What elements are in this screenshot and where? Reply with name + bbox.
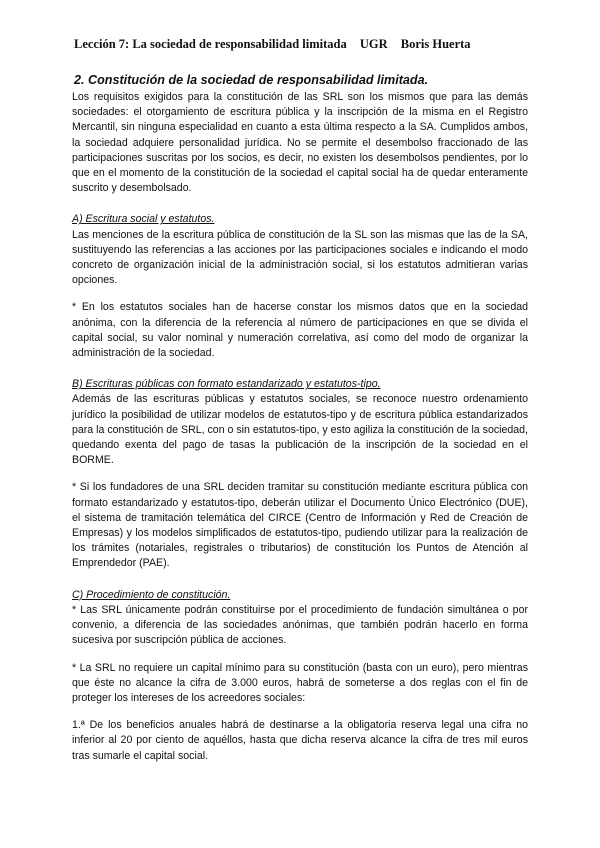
- subsection-b-title: B) Escrituras públicas con formato estandarizado y estatutos-tipo.: [72, 378, 381, 391]
- lesson-title: Lección 7: La sociedad de responsabilidad limitada: [74, 37, 347, 51]
- subsection-a-paragraph-1: Las menciones de la escritura pública de constitución de la SL son las mismas que las de la SA, sustituyendo las referencias a las acciones por las participaciones sociales e indicando el modo concreto de organización inicial de la administración social, si los estatutos admitieran varias opciones.: [72, 228, 528, 287]
- subsection-a-paragraph-2: * En los estatutos sociales han de hacerse constar los mismos datos que en la sociedad anónima, con la diferencia de la referencia al número de participaciones en que se divida el capital social, su valor nominal y numeración correlativa, así como del modo de organizar la administración de la sociedad.: [72, 301, 528, 360]
- subsection-a: [72, 212, 528, 361]
- subsection-c-paragraph-2: * La SRL no requiere un capital mínimo para su constitución (basta con un euro), pero mientras que éste no alcance la cifra de 3.000 euros, habrá de someterse a dos reglas con el fin de proteger los intereses de los acreedores sociales:: [72, 661, 528, 704]
- page-header: [74, 37, 544, 52]
- subsection-b: [72, 377, 528, 571]
- section-intro-paragraph: Los requisitos exigidos para la constitución de las SRL son los mismos que para las demás sociedades: el otorgamiento de escritura pública y la inscripción de la misma en el Registro Mercantil, sin ninguna especialidad en cuanto a esta última respecto a la SA. Cumplidos ambos, la sociedad adquiere personalidad jurídica. No se permite el desembolso fraccionado de las participaciones suscritas por los socios, es decir, no existen los desembolsos pendientes, por lo que en el momento de la constitución de la sociedad el capital social ha de quedar enteramente suscrito y desembolsado.: [72, 91, 528, 195]
- subsection-b-paragraph-1: Además de las escrituras públicas y estatutos sociales, se reconoce nuestro ordenamiento jurídico la posibilidad de utilizar modelos de estatutos-tipo y de escritura pública estandarizados para la constitución de SRL, con o sin estatutos-tipo, y esto agiliza la constitución de la sociedad, quedando exenta del pago de tasas la publicación de la inscripción de la sociedad en el BORME.: [72, 393, 528, 467]
- subsection-b-paragraph-2: * Si los fundadores de una SRL deciden tramitar su constitución mediante escritura pública con formato estandarizado y estatutos-tipo, deberán utilizar el Documento Único Electrónico (DUE), el sistema de tramitación telemática del CIRCE (Centro de Información y Red de Creación de Empresas) y los modelos simplificados de estatutos-tipo, pudiendo utilizar para la realización de los trámites (notariales, registrales o tributarios) de constitución los Puntos de Atención al Emprendedor (PAE).: [72, 481, 528, 570]
- university-label: UGR: [359, 37, 388, 51]
- subsection-c-title: C) Procedimiento de constitución.: [72, 588, 231, 601]
- section-title: 2. Constitución de la sociedad de responsabilidad limitada.: [74, 73, 429, 87]
- subsection-c-paragraph-1: * Las SRL únicamente podrán constituirse por el procedimiento de fundación simultánea o por convenio, a diferencia de las sociedades anónimas, que también podrán hacerlo en forma sucesiva por suscripción pública de acciones.: [72, 603, 528, 647]
- subsection-c-paragraph-3: 1.ª De los beneficios anuales habrá de destinarse a la obligatoria reserva legal una cifra no inferior al 20 por ciento de aquéllos, hasta que dicha reserva alcance la cifra de tres mil euros tras sumarle el capital social.: [72, 719, 528, 762]
- author-name: Boris Huerta: [400, 37, 471, 51]
- subsection-c: [72, 588, 528, 764]
- document-body: [72, 72, 528, 764]
- subsection-a-title: A) Escritura social y estatutos.: [72, 213, 215, 226]
